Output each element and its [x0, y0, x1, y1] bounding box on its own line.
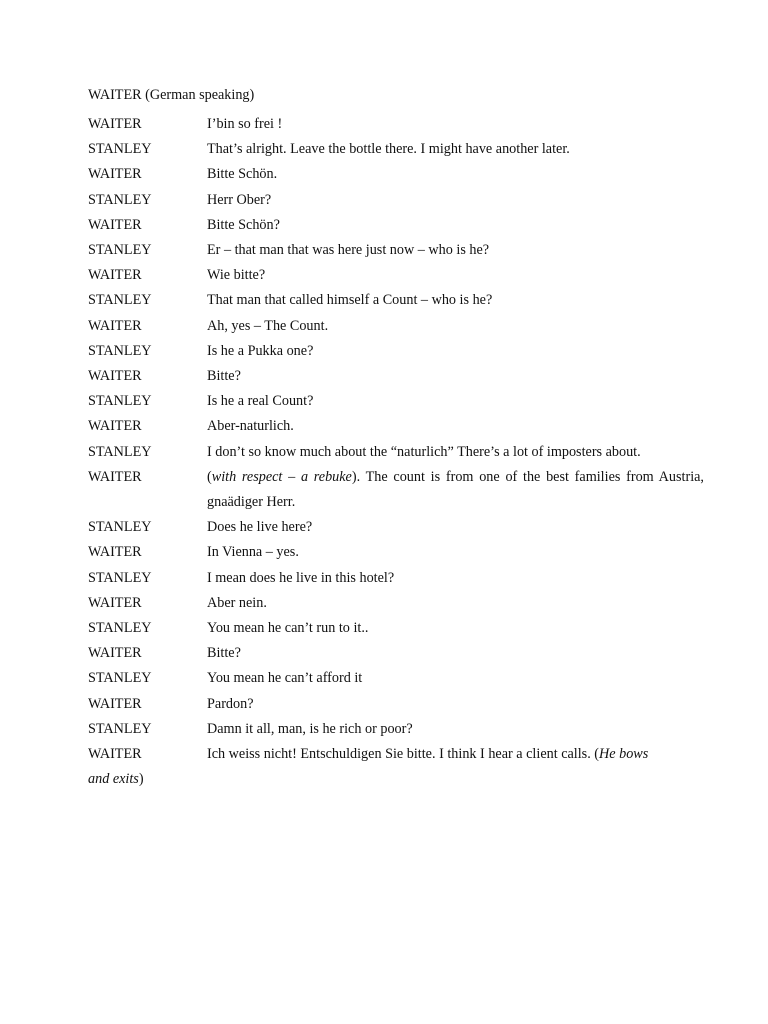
- speaker-name: WAITER: [88, 317, 142, 334]
- dialogue-line: [88, 339, 704, 364]
- speech-text: I’bin so frei !: [207, 116, 283, 132]
- dialogue-line: [88, 591, 704, 616]
- speech-text: Herr Ober?: [207, 191, 272, 208]
- speech-text: Er – that man that was here just now – who is he?: [207, 242, 490, 259]
- speaker-name: STANLEY: [88, 670, 152, 687]
- stage-direction: He bows: [599, 746, 649, 763]
- dialogue-line: [88, 112, 704, 137]
- dialogue-line: [88, 213, 704, 238]
- speech-text: Is he a real Count?: [207, 393, 314, 410]
- dialogue-line: [88, 717, 704, 742]
- dialogue-line: [88, 666, 704, 691]
- speech-text: Does he live here?: [207, 519, 313, 536]
- dialogue-line: [88, 742, 704, 792]
- speaker-name: STANLEY: [88, 393, 152, 410]
- dialogue-line: [88, 137, 704, 162]
- speaker-name: WAITER: [88, 645, 142, 662]
- speaker-name: STANLEY: [88, 569, 152, 586]
- speech-text: I mean does he live in this hotel?: [207, 569, 395, 586]
- dialogue-line: [88, 288, 704, 313]
- speech-text: Wie bitte?: [207, 267, 266, 284]
- dialogue-line: [88, 263, 704, 288]
- speech-text: Aber-naturlich.: [207, 418, 294, 435]
- speaker-name: WAITER: [88, 695, 142, 712]
- speaker-name: STANLEY: [88, 292, 152, 309]
- speech-text: You mean he can’t afford it: [207, 670, 363, 687]
- dialogue-line: [88, 188, 704, 213]
- speaker-name: WAITER: [88, 368, 142, 385]
- speaker-name: WAITER: [88, 267, 142, 284]
- dialogue-line: [88, 389, 704, 414]
- speaker-name: STANLEY: [88, 141, 152, 158]
- speech-text: Bitte Schön?: [207, 216, 280, 233]
- dialogue-line: [88, 414, 704, 439]
- speech-text: (with respect – a rebuke). The count is from one of the best families from Austria, gnaädiger Herr.: [207, 468, 704, 511]
- speaker-name: STANLEY: [88, 620, 152, 637]
- speech-text: In Vienna – yes.: [207, 544, 299, 561]
- speech-text: Bitte Schön.: [207, 166, 278, 183]
- speech-text: Pardon?: [207, 695, 254, 712]
- dialogue-line: [88, 540, 704, 565]
- dialogue-line: [88, 465, 704, 515]
- speech-text: Aber nein.: [207, 594, 267, 611]
- speech-text: Bitte?: [207, 645, 241, 662]
- dialogue: [88, 112, 704, 792]
- speaker-name: STANLEY: [88, 519, 152, 536]
- speech-text: You mean he can’t run to it..: [207, 620, 369, 637]
- dialogue-line: [88, 515, 704, 540]
- speech-text: Damn it all, man, is he rich or poor?: [207, 720, 413, 737]
- scene-heading: WAITER (German speaking): [88, 87, 255, 103]
- speech-text: Is he a Pukka one?: [207, 342, 314, 359]
- speaker-name: STANLEY: [88, 720, 152, 737]
- dialogue-line: [88, 692, 704, 717]
- speech-text: Bitte?: [207, 368, 241, 385]
- dialogue-line: [88, 440, 704, 465]
- dialogue-line: [88, 162, 704, 187]
- speaker-name: WAITER: [88, 116, 142, 132]
- speaker-name: WAITER: [88, 594, 142, 611]
- speaker-name: STANLEY: [88, 242, 152, 259]
- speaker-name: STANLEY: [88, 342, 152, 359]
- stage-direction: with respect – a rebuke: [211, 468, 352, 485]
- dialogue-line: [88, 616, 704, 641]
- dialogue-line: [88, 238, 704, 263]
- speaker-name: STANLEY: [88, 191, 152, 208]
- speaker-name: STANLEY: [88, 443, 152, 460]
- speech-text: I don’t so know much about the “naturlich” There’s a lot of imposters about.: [207, 443, 641, 460]
- dialogue-line: [88, 364, 704, 389]
- speech-text: That man that called himself a Count – who is he?: [207, 292, 493, 309]
- speaker-name: WAITER: [88, 166, 142, 183]
- speech-text: That’s alright. Leave the bottle there. I might have another later.: [207, 141, 570, 158]
- dialogue-line: [88, 314, 704, 339]
- speaker-name: WAITER: [88, 468, 142, 485]
- speech-text: Ah, yes – The Count.: [207, 317, 329, 334]
- stage-direction-continued: and exits): [88, 771, 144, 788]
- speaker-name: WAITER: [88, 746, 142, 763]
- speech-text: Ich weiss nicht! Entschuldigen Sie bitte. I think I hear a client calls. (He bows: [207, 746, 649, 763]
- speaker-name: WAITER: [88, 216, 142, 233]
- dialogue-line: [88, 566, 704, 591]
- speaker-name: WAITER: [88, 544, 142, 561]
- dialogue-line: [88, 641, 704, 666]
- speaker-name: WAITER: [88, 418, 142, 435]
